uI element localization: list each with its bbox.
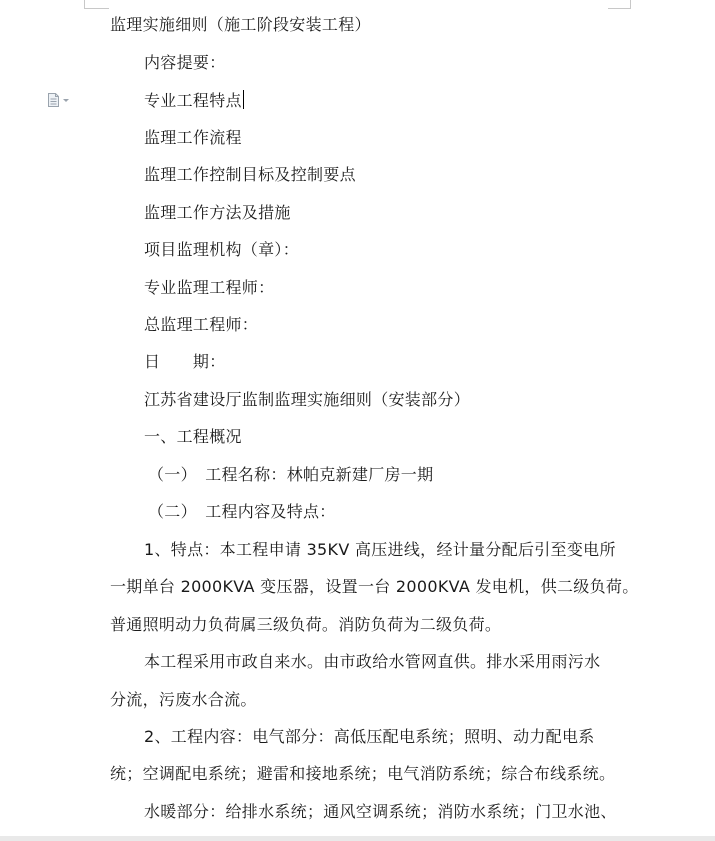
doc-line: （一） 工程名称：林帕克新建厂房一期 xyxy=(148,465,434,484)
doc-line: 监理工作控制目标及控制要点 xyxy=(144,165,356,184)
doc-line: 普通照明动力负荷属三级负荷。消防负荷为二级负荷。 xyxy=(110,615,502,634)
doc-title: 监理实施细则（施工阶段安装工程） xyxy=(110,15,371,34)
doc-line: 项目监理机构（章）： xyxy=(144,240,300,259)
paragraph-menu-button[interactable] xyxy=(48,92,76,108)
chevron-down-icon xyxy=(63,99,69,102)
doc-line: 水暖部分：给排水系统；通风空调系统；消防水系统；门卫水池、 xyxy=(144,802,617,821)
doc-line: 2、工程内容：电气部分：高低压配电系统；照明、动力配电系 xyxy=(144,727,595,746)
doc-line: 总监理工程师： xyxy=(144,315,259,334)
doc-line: 1、特点：本工程申请 35KV 高压进线，经计量分配后引至变电所 xyxy=(144,540,616,559)
doc-line: 专业监理工程师： xyxy=(144,278,275,297)
doc-line-with-cursor[interactable] xyxy=(144,90,244,111)
page-bottom-edge xyxy=(0,836,715,841)
document-icon xyxy=(48,93,59,107)
doc-line: 分流，污废水合流。 xyxy=(110,690,257,709)
doc-line: 本工程采用市政自来水。由市政给水管网直供。排水采用雨污水 xyxy=(144,652,601,671)
page-corner-mark-right xyxy=(608,0,631,9)
doc-line: （二） 工程内容及特点： xyxy=(148,502,336,521)
doc-line: 监理工作方法及措施 xyxy=(144,203,291,222)
section-heading: 一、工程概况 xyxy=(144,427,242,446)
doc-line: 统；空调配电系统；避雷和接地系统；电气消防系统；综合布线系统。 xyxy=(110,764,616,783)
doc-line: 监理工作流程 xyxy=(144,128,242,147)
text-cursor xyxy=(243,90,244,109)
doc-line: 一期单台 2000KVA 变压器，设置一台 2000KVA 发电机，供二级负荷。 xyxy=(110,577,639,596)
doc-line: 内容提要： xyxy=(144,53,226,72)
page-corner-mark-left xyxy=(84,0,109,9)
doc-line-text: 专业工程特点 xyxy=(144,91,242,110)
doc-line: 日 期： xyxy=(144,352,226,371)
doc-line: 江苏省建设厅监制监理实施细则（安装部分） xyxy=(144,390,471,409)
